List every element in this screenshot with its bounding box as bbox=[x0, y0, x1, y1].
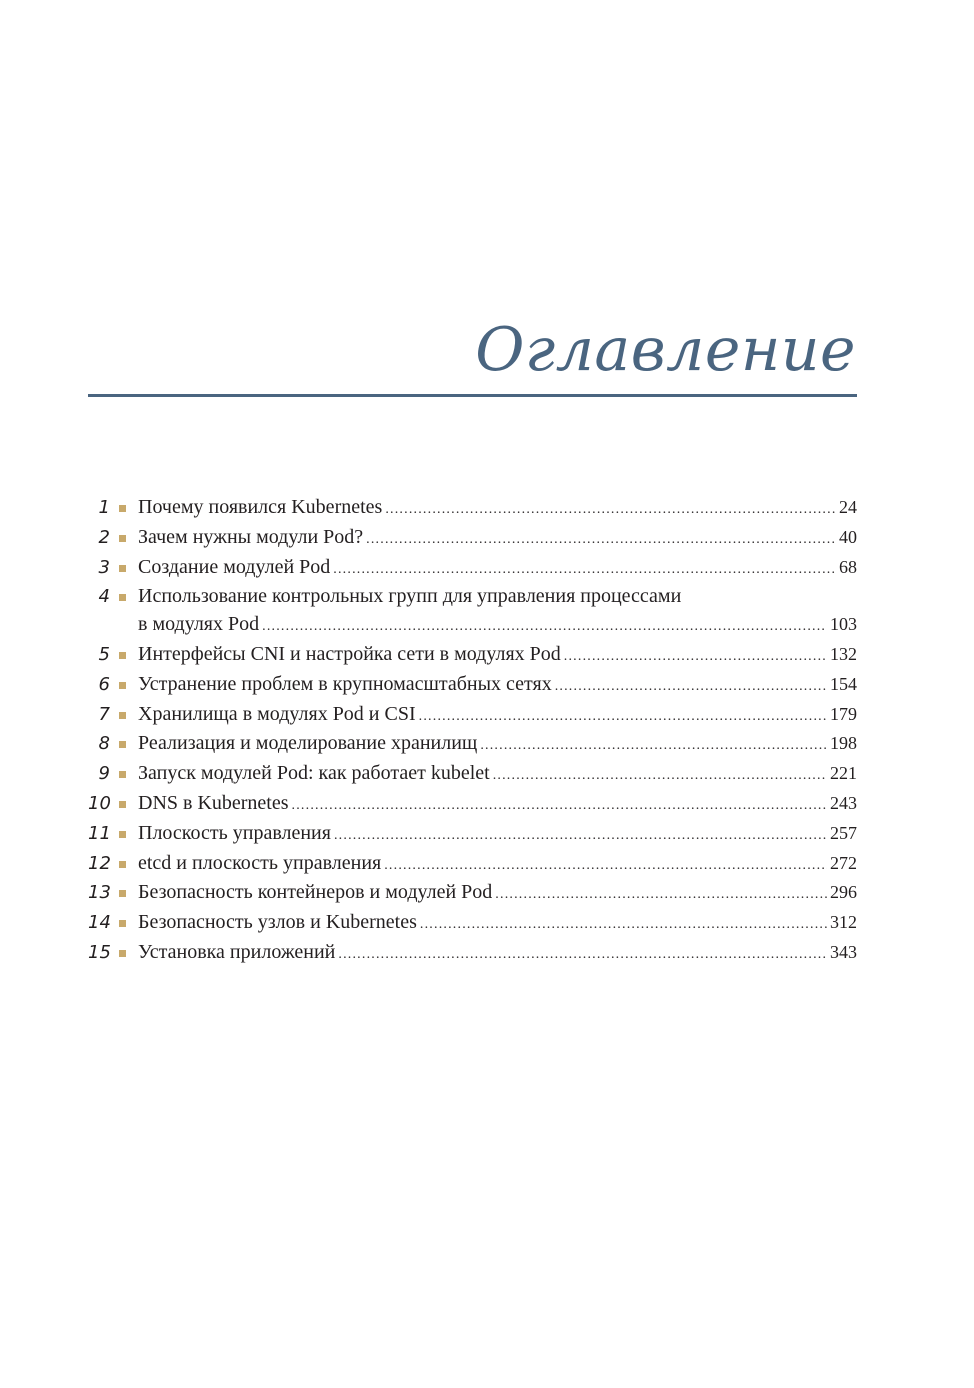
chapter-title-block bbox=[138, 939, 857, 969]
toc-entry[interactable] bbox=[88, 909, 857, 939]
chapter-title-block bbox=[138, 671, 857, 701]
chapter-title-block bbox=[138, 909, 857, 939]
chapter-title-line bbox=[138, 760, 857, 790]
dot-leader bbox=[493, 762, 827, 790]
chapter-title-line bbox=[138, 879, 857, 909]
toc-entry[interactable] bbox=[88, 850, 857, 880]
page-number[interactable]: 296 bbox=[830, 882, 857, 903]
chapter-title-line bbox=[138, 494, 857, 524]
page-number[interactable]: 40 bbox=[839, 526, 857, 547]
bullet-square-icon bbox=[110, 939, 138, 967]
chapter-number: 7 bbox=[98, 703, 110, 725]
toc-entry[interactable] bbox=[88, 671, 857, 701]
chapter-number: 15 bbox=[88, 941, 111, 963]
toc-entry[interactable] bbox=[88, 701, 857, 731]
chapter-title[interactable]: Почему появился Kubernetes bbox=[138, 496, 383, 518]
dot-leader bbox=[366, 526, 836, 554]
chapter-title-block bbox=[138, 524, 857, 554]
chapter-title-line bbox=[138, 850, 857, 880]
dot-leader bbox=[480, 732, 827, 760]
toc-entry[interactable] bbox=[88, 760, 857, 790]
chapter-number: 14 bbox=[88, 912, 111, 934]
chapter-title-line bbox=[138, 611, 857, 641]
bullet-square-icon bbox=[110, 790, 138, 818]
bullet-square-icon bbox=[110, 820, 138, 848]
chapter-title-block bbox=[138, 760, 857, 790]
dot-leader bbox=[564, 643, 827, 671]
chapter-number: 11 bbox=[88, 822, 111, 844]
chapter-title-block bbox=[138, 701, 857, 731]
chapter-title[interactable]: Безопасность узлов и Kubernetes bbox=[138, 911, 417, 934]
chapter-title-line bbox=[138, 554, 857, 584]
toc-entry[interactable] bbox=[88, 583, 857, 641]
bullet-square-icon bbox=[110, 850, 138, 878]
dot-leader bbox=[333, 556, 836, 584]
dot-leader bbox=[420, 911, 827, 939]
page-number[interactable]: 68 bbox=[839, 556, 857, 577]
toc-entry[interactable] bbox=[88, 641, 857, 671]
dot-leader bbox=[338, 941, 827, 969]
bullet-square-icon bbox=[110, 524, 138, 552]
chapter-title-block bbox=[138, 730, 857, 760]
chapter-number: 12 bbox=[88, 852, 111, 874]
chapter-title-block bbox=[138, 583, 857, 641]
chapter-title-line bbox=[138, 671, 857, 701]
toc-entry[interactable] bbox=[88, 820, 857, 850]
dot-leader bbox=[419, 703, 827, 731]
chapter-title-block bbox=[138, 494, 857, 524]
dot-leader bbox=[495, 881, 827, 909]
bullet-square-icon bbox=[110, 730, 138, 758]
page-number[interactable]: 312 bbox=[830, 912, 857, 933]
chapter-title[interactable]: etcd и плоскость управления bbox=[138, 851, 382, 874]
chapter-title[interactable]: Создание модулей Pod bbox=[138, 555, 331, 578]
toc-entry[interactable] bbox=[88, 494, 857, 524]
chapter-title[interactable]: Реализация и моделирование хранилищ bbox=[138, 732, 478, 755]
chapter-title[interactable]: Использование контрольных групп для управления процессами bbox=[138, 585, 682, 608]
page-number[interactable]: 198 bbox=[830, 733, 857, 754]
chapter-title-line bbox=[138, 641, 857, 671]
bullet-square-icon bbox=[110, 879, 138, 907]
chapter-title[interactable]: Плоскость управления bbox=[138, 821, 331, 844]
chapter-number: 13 bbox=[88, 882, 111, 904]
page-number[interactable]: 243 bbox=[830, 792, 857, 813]
page-number[interactable]: 257 bbox=[830, 822, 857, 843]
page-number[interactable]: 132 bbox=[830, 643, 857, 664]
page-title: Оглавление bbox=[475, 315, 856, 385]
chapter-title-line bbox=[138, 909, 857, 939]
toc-entry[interactable] bbox=[88, 524, 857, 554]
chapter-number: 1 bbox=[98, 497, 110, 518]
toc-entry[interactable] bbox=[88, 939, 857, 969]
chapter-title[interactable]: Запуск модулей Pod: как работает kubelet bbox=[138, 762, 490, 785]
dot-leader bbox=[262, 613, 827, 641]
chapter-number: 8 bbox=[98, 733, 110, 755]
chapter-title-line bbox=[138, 790, 857, 820]
chapter-title[interactable]: Устранение проблем в крупномасштабных сетях bbox=[138, 672, 552, 695]
chapter-title-block bbox=[138, 790, 857, 820]
page-number[interactable]: 24 bbox=[839, 497, 857, 517]
chapter-title[interactable]: Безопасность контейнеров и модулей Pod bbox=[138, 881, 493, 904]
chapter-title[interactable]: Интерфейсы CNI и настройка сети в модулях Pod bbox=[138, 642, 561, 665]
dot-leader bbox=[334, 822, 827, 850]
toc-entry[interactable] bbox=[88, 554, 857, 584]
page-number[interactable]: 179 bbox=[830, 703, 857, 724]
chapter-number: 3 bbox=[98, 556, 110, 578]
chapter-title[interactable]: в модулях Pod bbox=[138, 613, 260, 636]
table-of-contents bbox=[88, 494, 857, 969]
bullet-square-icon bbox=[110, 909, 138, 937]
chapter-title-block bbox=[138, 879, 857, 909]
dot-leader bbox=[555, 673, 827, 701]
bullet-square-icon bbox=[110, 583, 138, 611]
chapter-title[interactable]: Зачем нужны модули Pod? bbox=[138, 525, 364, 548]
chapter-title-line bbox=[138, 701, 857, 731]
chapter-title-line bbox=[138, 730, 857, 760]
chapter-number: 9 bbox=[98, 763, 110, 785]
chapter-title-block bbox=[138, 641, 857, 671]
bullet-square-icon bbox=[110, 641, 138, 669]
page-number[interactable]: 272 bbox=[830, 852, 857, 873]
bullet-square-icon bbox=[110, 554, 138, 582]
chapter-number: 6 bbox=[98, 673, 110, 695]
chapter-title-line bbox=[138, 583, 857, 611]
toc-entry[interactable] bbox=[88, 730, 857, 760]
dot-leader bbox=[385, 496, 836, 524]
toc-entry[interactable] bbox=[88, 790, 857, 820]
bullet-square-icon bbox=[110, 701, 138, 729]
chapter-title-block bbox=[138, 554, 857, 584]
title-underline bbox=[88, 394, 857, 397]
chapter-title-line bbox=[138, 939, 857, 969]
page-number[interactable]: 221 bbox=[830, 763, 857, 784]
chapter-number: 5 bbox=[98, 643, 110, 665]
chapter-title[interactable]: Хранилища в модулях Pod и CSI bbox=[138, 702, 416, 725]
page-number[interactable]: 103 bbox=[830, 614, 857, 635]
dot-leader bbox=[292, 792, 827, 820]
bullet-square-icon bbox=[110, 494, 138, 522]
chapter-title-block bbox=[138, 850, 857, 880]
chapter-number: 10 bbox=[88, 792, 111, 814]
chapter-number: 4 bbox=[98, 586, 110, 608]
chapter-title[interactable]: DNS в Kubernetes bbox=[138, 791, 289, 814]
page-number[interactable]: 154 bbox=[830, 673, 857, 694]
chapter-title[interactable]: Установка приложений bbox=[138, 940, 336, 963]
bullet-square-icon bbox=[110, 671, 138, 699]
bullet-square-icon bbox=[110, 760, 138, 788]
page-number[interactable]: 343 bbox=[830, 941, 857, 962]
chapter-title-line bbox=[138, 820, 857, 850]
chapter-title-block bbox=[138, 820, 857, 850]
chapter-title-line bbox=[138, 524, 857, 554]
dot-leader bbox=[384, 852, 827, 880]
chapter-number: 2 bbox=[98, 526, 110, 548]
toc-entry[interactable] bbox=[88, 879, 857, 909]
